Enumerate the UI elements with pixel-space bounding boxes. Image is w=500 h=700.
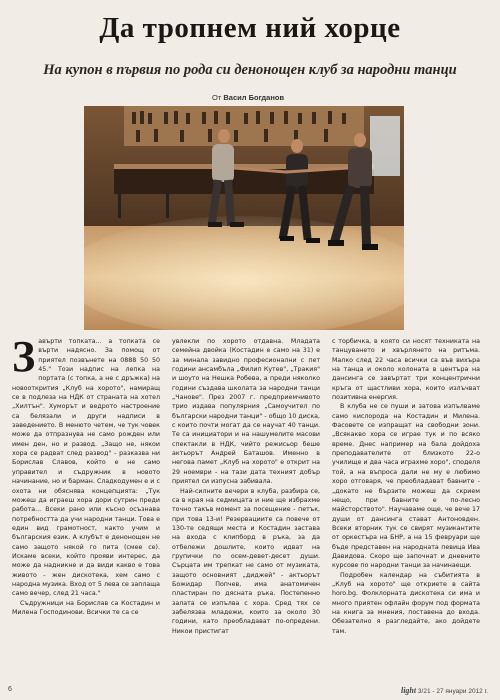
magazine-brand: light bbox=[400, 686, 417, 695]
paragraph: В клуба не се пуши и затова изпълваме само кислорода на Костадин и Милена. Фасовете се изпращат на свободни зони. „Всякакво хора се играе тук и по всяко време. Днес например на бала дойдоха преподавателите от близкото 22-о училище и два часа играхме хоро", споделя той, а на въпроса дали не му е любимо хоро отговаря, че преобладават бавните - „докато не бързите можеш да скрием нещо, при бавните е по-лесно майсторството". Научаваме още, че вече 17 души от дансинга стават Антоновден. Всеки вторник тук се свирят музикантите от оркестъра на БНР, а на 15 февруари ще бъде представен на народната певица Ива Давидова. Скоро ще започнат и дневните курсове по народни танци за начинаещи. bbox=[332, 403, 480, 570]
bar-stool bbox=[118, 192, 121, 218]
paragraph: увлекли по хорото отдавна. Младата семейна двойка (Костадин е само на 31) е за минала завидно професионални с пет години ансамбъла „Филип Кутев", „Тракия" и шоуто на Нешка Робева, а преди няколко години създава школата за народни танци „Чанове". През 2007 г. предприемчивото трио издава популярния „Самоучител по български народни танци" - общо 10 диска, с които почти могат да се научат 40 танци. Те са инициатори и на нашумелите масови спектакли в НДК, чийто режисьор беше актьорът Андрей Баташов. Именно в негова памет „Клуб на хорото" е открит на 29 ноември - на тази дата техният добър приятел си изпусна забивала. bbox=[172, 338, 320, 486]
window-light bbox=[370, 116, 400, 176]
paragraph: Най-силните вечери в клуба, разбира се, са в края на седмицата и ние ще избрахме точно такъв момент за посещение - петък, при това 13-и! Резервациите са повече от 130-те седящи места и Костадин застава на входа с клипборд в ръка, за да отбележи дошлите, които идват на групички по осем-девет-десет души. Сърцата им трепкат не само от музиката, защото основният „диджей" - актьорът Божидар Попчев, има анатомичен пластиран по дясната ръка. Постепенно залата се изпълва с хора. Сред тях се забелязва младежи, които за около 30 години, като преобладават по-опредени. Никои пристигат bbox=[172, 487, 320, 635]
paragraph: Подробен календар на събитията в „Клуб на хорото" ще откриете в сайта horo.bg. Фолклорната дискотека си има и много приятен офлайн форум под формата на книга за мнения, поставена до входа. Обезателно я разгледайте, ако дойдете там. bbox=[332, 571, 480, 635]
paragraph: с торбичка, в която си носят техниката на танцуването и хвърлянето на ритъма. Малко след 22 часа всички са във вихъра на танца и около колоната в центъра на дансинга се завъртат три концентрични кръга от щастливи хора, които излъчват позитивна енергия. bbox=[332, 338, 480, 402]
paragraph: авърти топката... а топката се върти надясно. За помощ от приятел позвънете на 0888 50 50 45." Този надпис на лепка на портата (с топка, а не с дръжка) на новооткрития „Клуб на хорото", намиращ се в подлеза на НДК от страната на хотел „Хилтън". Хуморът и ведрото настроение са белязали и други надписи в заведението. В менюто четем, че тук човек може да отпразнува не само рожден или имен ден, но и развод. „Защо не, някои хора се радват след развод" - разказва ни Борислав Славов, който е не само управител и съдружник в новото начинание, но и барман. Сладкодумен е и с охота ни обяснява концепцията: „Тук можеш да играеш хора дори сутрин преди работа... Всеки рано или късно осъзнава потребността да учи народни танци. Това е един вид грамотност, както учим и българския език. А клубът е денонощен не само защото някой го пита (смее се). Искаме всеки, който прояви интерес, да може да надникне и да види какво е това живото - жен дискотека, хем само с народна музика. Вход от 5 лева се заплаща само вечер, след 21 часа." bbox=[12, 338, 160, 598]
article-byline bbox=[212, 93, 284, 102]
dancers-in-club-photo bbox=[84, 106, 404, 330]
drop-cap: З bbox=[12, 337, 36, 381]
byline-author: Васил Богданов bbox=[223, 93, 285, 102]
article-subheadline: На купон в първия по рода си денонощен клуб за народни танци bbox=[43, 62, 457, 78]
byline-prefix: От bbox=[212, 93, 222, 102]
issue-info bbox=[401, 686, 488, 695]
article-headline: Да тропнем ний хорце bbox=[99, 12, 401, 44]
article-body bbox=[12, 337, 488, 685]
page-number: 6 bbox=[8, 686, 12, 693]
floor-glow bbox=[84, 216, 404, 330]
issue-date: 3/21 - 27 януари 2012 г. bbox=[417, 688, 488, 695]
photo-illustration bbox=[84, 106, 404, 330]
bar-stool bbox=[166, 192, 169, 218]
paragraph: Съдружници на Борислав са Костадин и Милена Господинови. Всички те са се bbox=[12, 599, 160, 616]
body-column-2 bbox=[172, 337, 320, 683]
body-column-3 bbox=[332, 337, 480, 683]
body-column-1 bbox=[12, 337, 160, 683]
bar-counter bbox=[114, 168, 374, 194]
